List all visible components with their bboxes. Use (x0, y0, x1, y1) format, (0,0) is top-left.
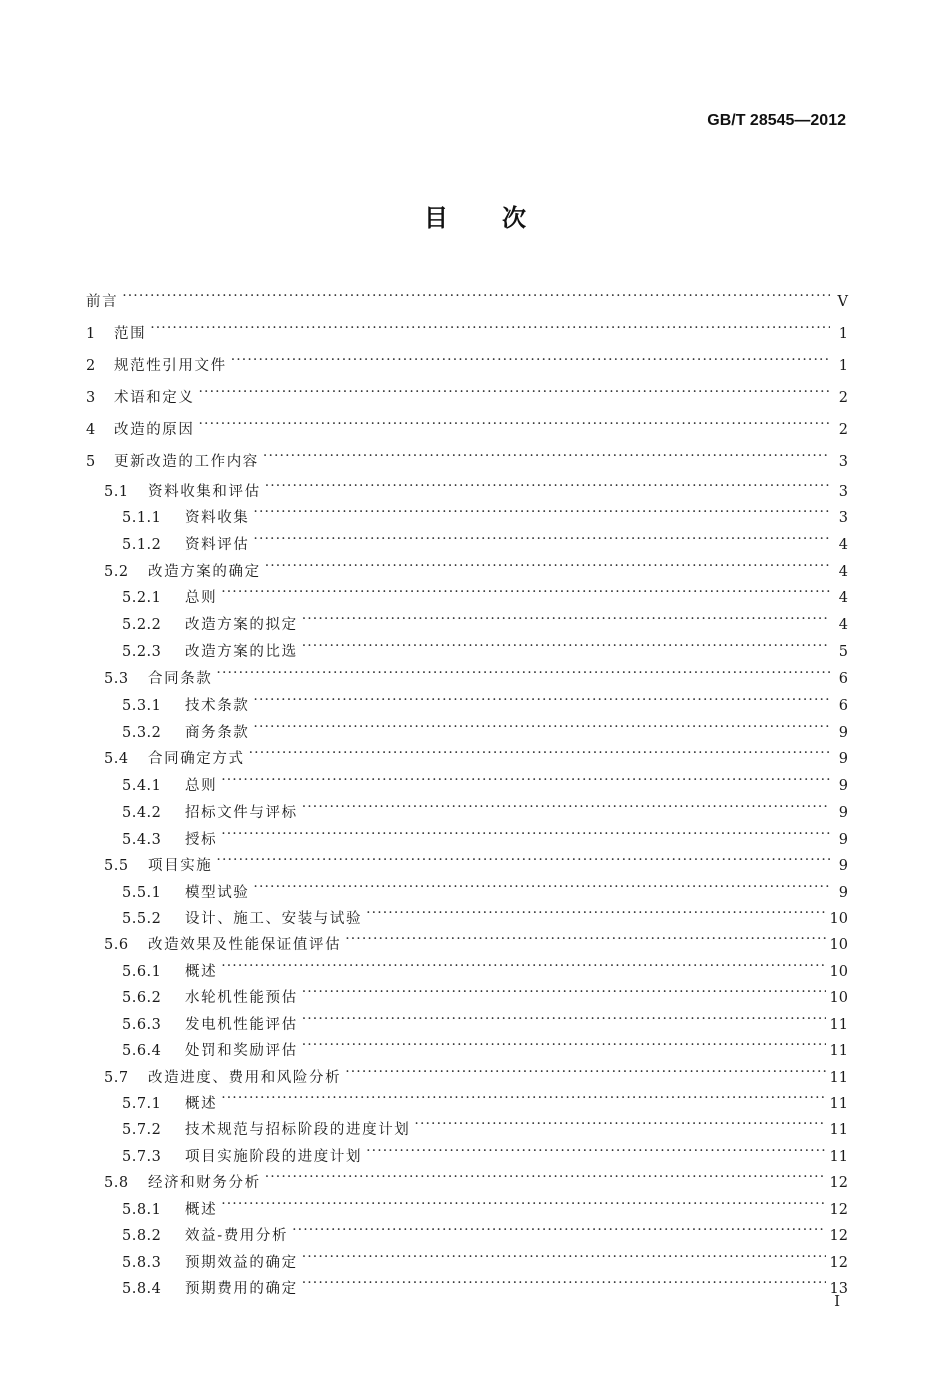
toc-entry-page: 9 (838, 778, 848, 794)
toc-entry-page: 10 (829, 964, 848, 980)
toc-entry-page: V (837, 294, 848, 310)
toc-entry-number: 5.8.4 (122, 1281, 162, 1297)
toc-entry-number: 5.6.1 (122, 964, 162, 980)
page-number: I (834, 1292, 840, 1310)
toc-entry-page: 1 (838, 358, 848, 374)
toc-dot-leader (366, 903, 825, 923)
toc-entry-number: 5.2 (104, 564, 129, 580)
toc-entry[interactable] (122, 770, 848, 794)
toc-entry[interactable] (122, 1220, 848, 1244)
toc-entry-page: 12 (829, 1255, 848, 1271)
toc-entry-number: 5.1.2 (122, 537, 162, 553)
toc-entry-number: 5.1.1 (122, 510, 162, 526)
toc-dot-leader (150, 318, 830, 338)
toc-dot-leader (221, 956, 825, 976)
toc-entry-number: 5.6 (104, 937, 129, 953)
toc-entry-title: 概述 (185, 1202, 218, 1218)
toc-dot-leader (302, 982, 826, 1002)
toc-entry-number: 5.4 (104, 751, 129, 767)
toc-entry-title: 概述 (185, 964, 218, 980)
toc-entry-page: 9 (838, 805, 848, 821)
toc-entry-number: 5.2.1 (122, 590, 162, 606)
toc-entry[interactable] (122, 502, 848, 526)
toc-entry-page: 10 (829, 911, 848, 927)
toc-dot-leader (221, 1088, 825, 1108)
toc-dot-leader (253, 529, 830, 549)
toc-entry[interactable] (104, 1167, 848, 1191)
toc-entry-number: 3 (86, 390, 96, 406)
toc-entry-number: 5.7.2 (122, 1122, 162, 1138)
toc-entry-page: 10 (829, 937, 848, 953)
toc-entry-number: 5.3.2 (122, 725, 162, 741)
toc-entry-title: 更新改造的工作内容 (114, 454, 259, 470)
toc-entry-title: 规范性引用文件 (114, 358, 227, 374)
toc-dot-leader (253, 690, 830, 710)
toc-entry-title: 改造方案的确定 (148, 564, 261, 580)
toc-entry-number: 1 (86, 326, 96, 342)
toc-dot-leader (302, 609, 830, 629)
toc-entry-number: 4 (86, 422, 96, 438)
toc-entry[interactable] (86, 286, 848, 310)
toc-entry[interactable] (122, 982, 848, 1006)
toc-entry-page: 13 (829, 1281, 848, 1297)
toc-entry[interactable] (122, 717, 848, 741)
toc-entry-page: 4 (838, 590, 848, 606)
toc-entry-title: 发电机性能评估 (185, 1017, 298, 1033)
toc-entry-title: 商务条款 (185, 725, 250, 741)
toc-entry-number: 5.7 (104, 1070, 129, 1086)
toc-entry[interactable] (122, 1141, 848, 1165)
toc-entry-page: 3 (838, 510, 848, 526)
toc-entry-number: 5.8.2 (122, 1228, 162, 1244)
toc-entry-title: 经济和财务分析 (148, 1175, 261, 1191)
toc-entry-title: 总则 (185, 778, 218, 794)
toc-dot-leader (249, 743, 830, 763)
toc-dot-leader (221, 770, 830, 790)
toc-entry[interactable] (122, 609, 848, 633)
toc-entry[interactable] (86, 350, 848, 374)
toc-entry-title: 效益-费用分析 (185, 1228, 289, 1244)
toc-entry-page: 11 (829, 1017, 848, 1033)
toc-entry-title: 技术规范与招标阶段的进度计划 (185, 1122, 411, 1138)
toc-dot-leader (253, 502, 830, 522)
toc-entry-page: 11 (829, 1070, 848, 1086)
toc-entry-number: 5.4.1 (122, 778, 162, 794)
toc-entry-number: 5.4.2 (122, 805, 162, 821)
toc-dot-leader (122, 286, 830, 306)
toc-entry[interactable] (104, 1062, 848, 1086)
toc-entry-page: 9 (838, 725, 848, 741)
toc-entry[interactable] (122, 1035, 848, 1059)
toc-dot-leader (345, 1062, 825, 1082)
toc-entry-number: 5.8 (104, 1175, 129, 1191)
toc-entry-title: 预期费用的确定 (185, 1281, 298, 1297)
toc-entry-title: 项目实施 (148, 858, 213, 874)
toc-entry-page: 11 (829, 1149, 848, 1165)
toc-entry-page: 10 (829, 990, 848, 1006)
toc-entry-page: 12 (829, 1202, 848, 1218)
toc-entry-page: 4 (838, 617, 848, 633)
toc-entry[interactable] (122, 877, 848, 901)
toc-entry-page: 11 (829, 1043, 848, 1059)
toc-dot-leader (366, 1141, 825, 1161)
toc-entry[interactable] (86, 414, 848, 438)
toc-entry-number: 5.3 (104, 671, 129, 687)
toc-entry-title: 改造方案的拟定 (185, 617, 298, 633)
toc-entry-title: 术语和定义 (114, 390, 195, 406)
toc-entry[interactable] (86, 382, 848, 406)
toc-entry-title: 水轮机性能预估 (185, 990, 298, 1006)
toc-entry-page: 6 (838, 671, 848, 687)
toc-entry-page: 9 (838, 858, 848, 874)
toc-dot-leader (221, 582, 830, 602)
toc-dot-leader (302, 797, 830, 817)
toc-entry[interactable] (104, 556, 848, 580)
toc-dot-leader (302, 1009, 826, 1029)
toc-entry-number: 5.5.1 (122, 885, 162, 901)
toc-dot-leader (231, 350, 830, 370)
toc-entry-title: 招标文件与评标 (185, 805, 298, 821)
toc-entry-title: 技术条款 (185, 698, 250, 714)
toc-dot-leader (302, 1247, 826, 1267)
toc-dot-leader (216, 663, 830, 683)
toc-entry-page: 11 (829, 1096, 848, 1112)
toc-entry-title: 范围 (114, 326, 147, 342)
toc-entry[interactable] (122, 824, 848, 848)
toc-entry-title: 概述 (185, 1096, 218, 1112)
toc-entry-page: 12 (829, 1228, 848, 1244)
toc-dot-leader (253, 877, 830, 897)
toc-entry[interactable] (122, 582, 848, 606)
toc-dot-leader (345, 929, 825, 949)
toc-entry-number: 5.4.3 (122, 832, 162, 848)
toc-entry[interactable] (122, 636, 848, 660)
toc-dot-leader (302, 636, 830, 656)
toc-entry-number: 5.8.3 (122, 1255, 162, 1271)
toc-entry-page: 5 (838, 644, 848, 660)
toc-entry-page: 12 (829, 1175, 848, 1191)
toc-dot-leader (199, 414, 831, 434)
toc-entry[interactable] (122, 797, 848, 821)
toc-entry-title: 改造的原因 (114, 422, 195, 438)
toc-entry[interactable] (104, 850, 848, 874)
toc-entry[interactable] (122, 1273, 848, 1297)
toc-entry-title: 总则 (185, 590, 218, 606)
toc-entry-title: 资料评估 (185, 537, 250, 553)
toc-entry-title: 预期效益的确定 (185, 1255, 298, 1271)
toc-entry-number: 5.2.2 (122, 617, 162, 633)
toc-entry-title: 合同确定方式 (148, 751, 245, 767)
toc-entry[interactable] (122, 1009, 848, 1033)
toc-entry[interactable] (104, 743, 848, 767)
toc-dot-leader (302, 1273, 826, 1293)
toc-entry-title: 改造进度、费用和风险分析 (148, 1070, 342, 1086)
toc-dot-leader (265, 1167, 826, 1187)
toc-dot-leader (265, 476, 830, 496)
toc-entry[interactable] (104, 663, 848, 687)
toc-dot-leader (292, 1220, 825, 1240)
toc-entry-page: 4 (838, 537, 848, 553)
page-title: 目次 (424, 204, 580, 232)
toc-dot-leader (221, 824, 830, 844)
toc-entry-title: 处罚和奖励评估 (185, 1043, 298, 1059)
toc-entry[interactable] (86, 318, 848, 342)
toc-entry[interactable] (122, 1088, 848, 1112)
toc-entry[interactable] (104, 476, 848, 500)
toc-entry-number: 5.6.3 (122, 1017, 162, 1033)
toc-entry-page: 3 (838, 454, 848, 470)
toc-entry-page: 4 (838, 564, 848, 580)
toc-dot-leader (263, 446, 830, 466)
toc-entry-title: 项目实施阶段的进度计划 (185, 1149, 363, 1165)
toc-entry-number: 5.7.1 (122, 1096, 162, 1112)
toc-dot-leader (265, 556, 830, 576)
toc-entry-title: 改造方案的比选 (185, 644, 298, 660)
toc-entry[interactable] (122, 529, 848, 553)
toc-entry[interactable] (104, 929, 848, 953)
toc-entry-number: 5.5.2 (122, 911, 162, 927)
toc-entry[interactable] (86, 446, 848, 470)
toc-entry-number: 5.6.2 (122, 990, 162, 1006)
toc-dot-leader (302, 1035, 826, 1055)
toc-entry[interactable] (122, 903, 848, 927)
toc-entry-title: 资料收集和评估 (148, 484, 261, 500)
toc-entry-title: 授标 (185, 832, 218, 848)
toc-entry[interactable] (122, 1194, 848, 1218)
toc-dot-leader (253, 717, 830, 737)
toc-entry-number: 5.6.4 (122, 1043, 162, 1059)
toc-entry-page: 1 (838, 326, 848, 342)
toc-entry-page: 9 (838, 885, 848, 901)
toc-entry-number: 5.2.3 (122, 644, 162, 660)
toc-entry-page: 3 (838, 484, 848, 500)
standard-number: GB/T 28545—2012 (707, 112, 846, 129)
toc-entry-page: 2 (838, 390, 848, 406)
toc-entry-number: 5.7.3 (122, 1149, 162, 1165)
toc-dot-leader (221, 1194, 825, 1214)
toc-dot-leader (414, 1114, 825, 1134)
toc-entry-page: 9 (838, 751, 848, 767)
toc-entry-number: 5.8.1 (122, 1202, 162, 1218)
toc-dot-leader (216, 850, 830, 870)
toc-entry[interactable] (122, 690, 848, 714)
toc-entry-title: 模型试验 (185, 885, 250, 901)
toc-entry-title: 设计、施工、安装与试验 (185, 911, 363, 927)
toc-entry-title: 合同条款 (148, 671, 213, 687)
toc-dot-leader (199, 382, 831, 402)
toc-entry[interactable] (122, 956, 848, 980)
toc-entry-page: 11 (829, 1122, 848, 1138)
toc-entry[interactable] (122, 1114, 848, 1138)
toc-entry-number: 5.5 (104, 858, 129, 874)
toc-entry-title: 改造效果及性能保证值评估 (148, 937, 342, 953)
toc-entry-page: 9 (838, 832, 848, 848)
toc-entry-number: 2 (86, 358, 96, 374)
toc-entry-title: 前言 (86, 294, 119, 310)
toc-entry-title: 资料收集 (185, 510, 250, 526)
toc-entry[interactable] (122, 1247, 848, 1271)
toc-entry-page: 2 (838, 422, 848, 438)
toc-entry-number: 5 (86, 454, 96, 470)
toc-entry-number: 5.1 (104, 484, 129, 500)
toc-entry-page: 6 (838, 698, 848, 714)
toc-entry-number: 5.3.1 (122, 698, 162, 714)
